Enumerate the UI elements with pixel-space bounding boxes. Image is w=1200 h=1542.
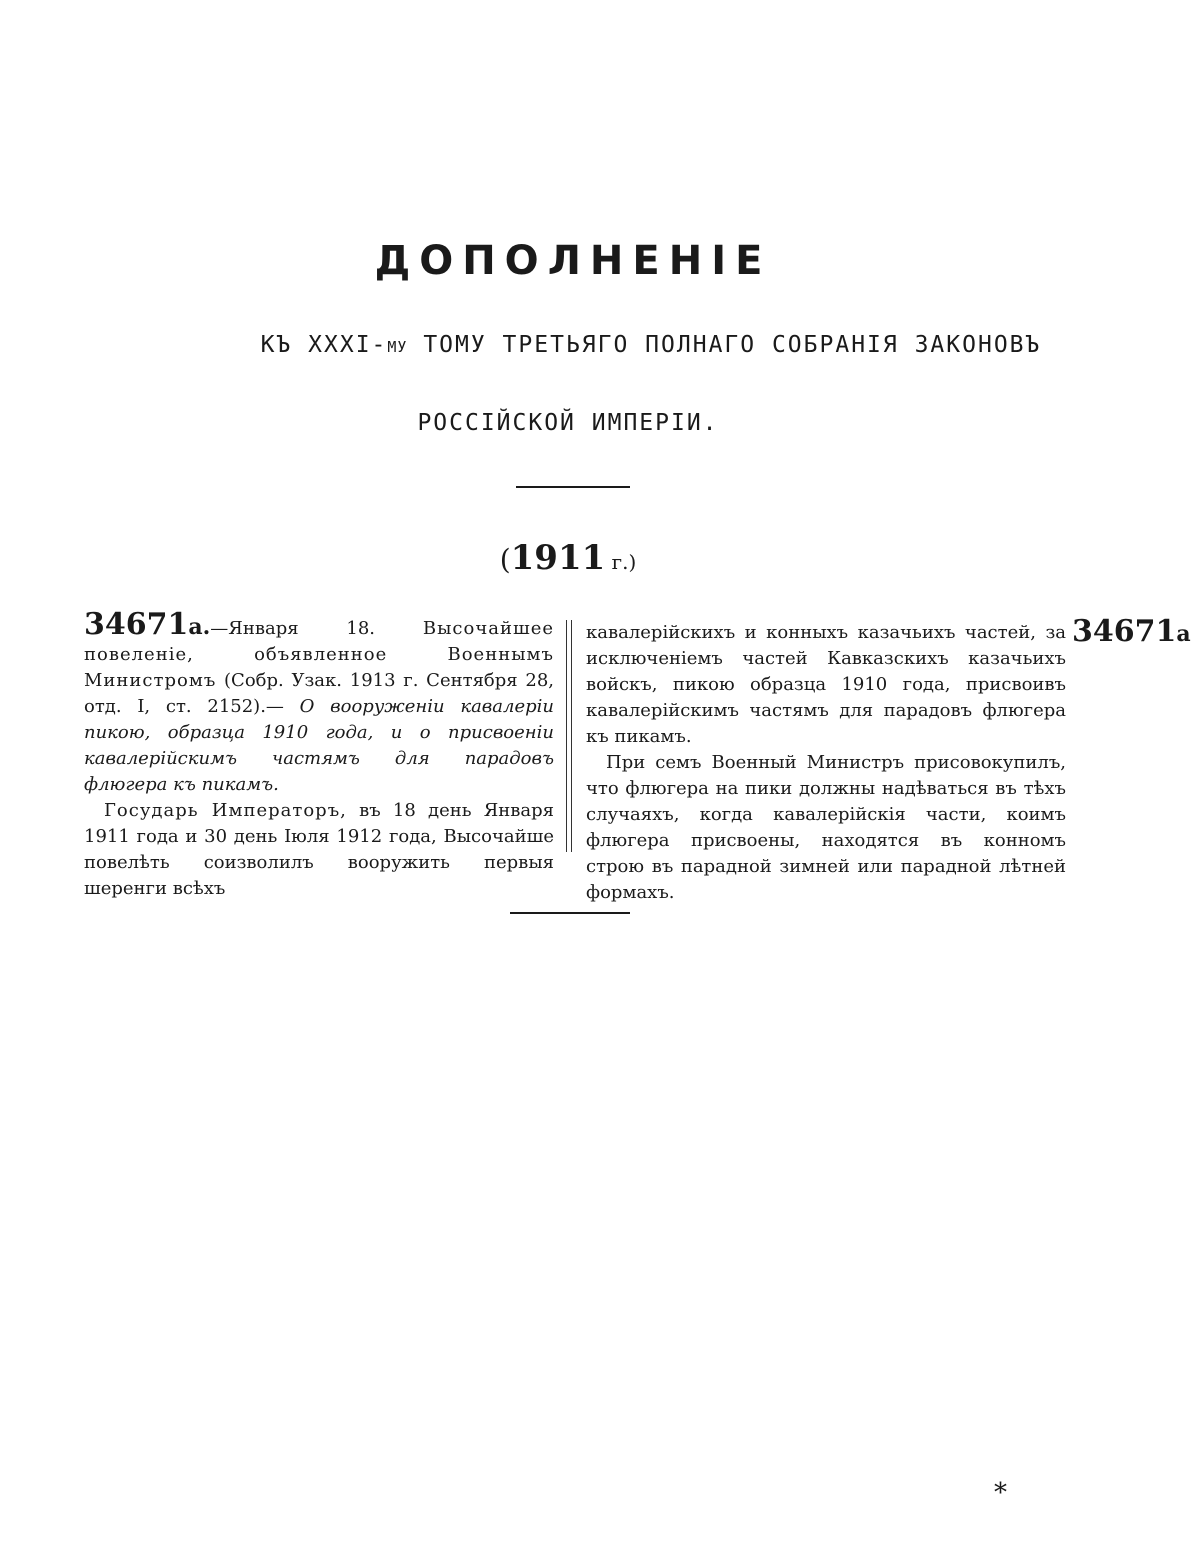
signature-mark: *	[994, 1478, 1007, 1508]
law-heading: О вооруженіи кавалеріи пикою, образца 1910 года, и о присвоеніи кавалерійскимъ частямъ для парадовъ флюгера къ пикамъ.	[84, 696, 554, 795]
law-paragraph-1	[84, 798, 554, 902]
law-paragraph-1-text: въ 18 день Января 1911 года и 30 день Іюля 1912 года, Высочайше повелѣть соизволилъ вооружить первыя шеренги всѣхъ	[84, 800, 554, 899]
page-subtitle	[0, 332, 1200, 358]
left-column	[84, 607, 554, 902]
subtitle-pre: КЪ XXXI-	[260, 332, 388, 358]
law-intro	[84, 607, 554, 798]
law-paragraph-1-continued: кавалерійскихъ и конныхъ казачьихъ частей, за исключеніемъ частей Кавказскихъ казачьихъ войскъ, пикою образца 1910 года, присвоивъ кавалерійскимъ частямъ для парадовъ флюгера къ пикамъ.	[586, 622, 1066, 747]
year-heading	[0, 538, 1136, 578]
law-reference: (Собр. Узак. 1913 г. Сентября 28, отд. I, ст. 2152).—	[84, 670, 554, 717]
year-open: (	[499, 543, 511, 576]
column-divider	[566, 620, 572, 852]
right-column	[586, 620, 1066, 906]
law-suffix: а.	[188, 614, 211, 640]
year-number: 1911	[510, 538, 606, 578]
law-decree-type: Высочайшее повеленіе, объявленное Военнымъ Министромъ	[84, 618, 554, 691]
subtitle-post: ТОМУ ТРЕТЬЯГО ПОЛНАГО СОБРАНІЯ ЗАКОНОВЪ	[407, 332, 1042, 358]
subtitle-small: МУ	[387, 338, 408, 356]
page-subtitle-empire: РОССІЙСКОЙ ИМПЕРІИ.	[417, 410, 719, 436]
margin-suffix: а	[1176, 621, 1191, 647]
sovereign-title: Государь Императоръ,	[104, 800, 347, 821]
bottom-rule	[510, 912, 630, 914]
law-paragraph-2: При семъ Военный Министръ присовокупилъ, что флюгера на пики должны надѣваться въ тѣхъ случаяхъ, когда кавалерійскія части, коимъ флюгера присвоены, находятся въ конномъ строю въ парадной зимней или парадной лѣтней формахъ.	[586, 752, 1066, 903]
margin-law-number	[1072, 614, 1191, 649]
year-suffix: г.)	[605, 550, 637, 574]
margin-number: 34671	[1072, 614, 1177, 649]
top-rule	[516, 486, 630, 488]
law-date: —Января 18.	[210, 618, 423, 639]
law-number: 34671	[84, 607, 189, 642]
page-title: ДОПОЛНЕНІЕ	[374, 238, 772, 284]
